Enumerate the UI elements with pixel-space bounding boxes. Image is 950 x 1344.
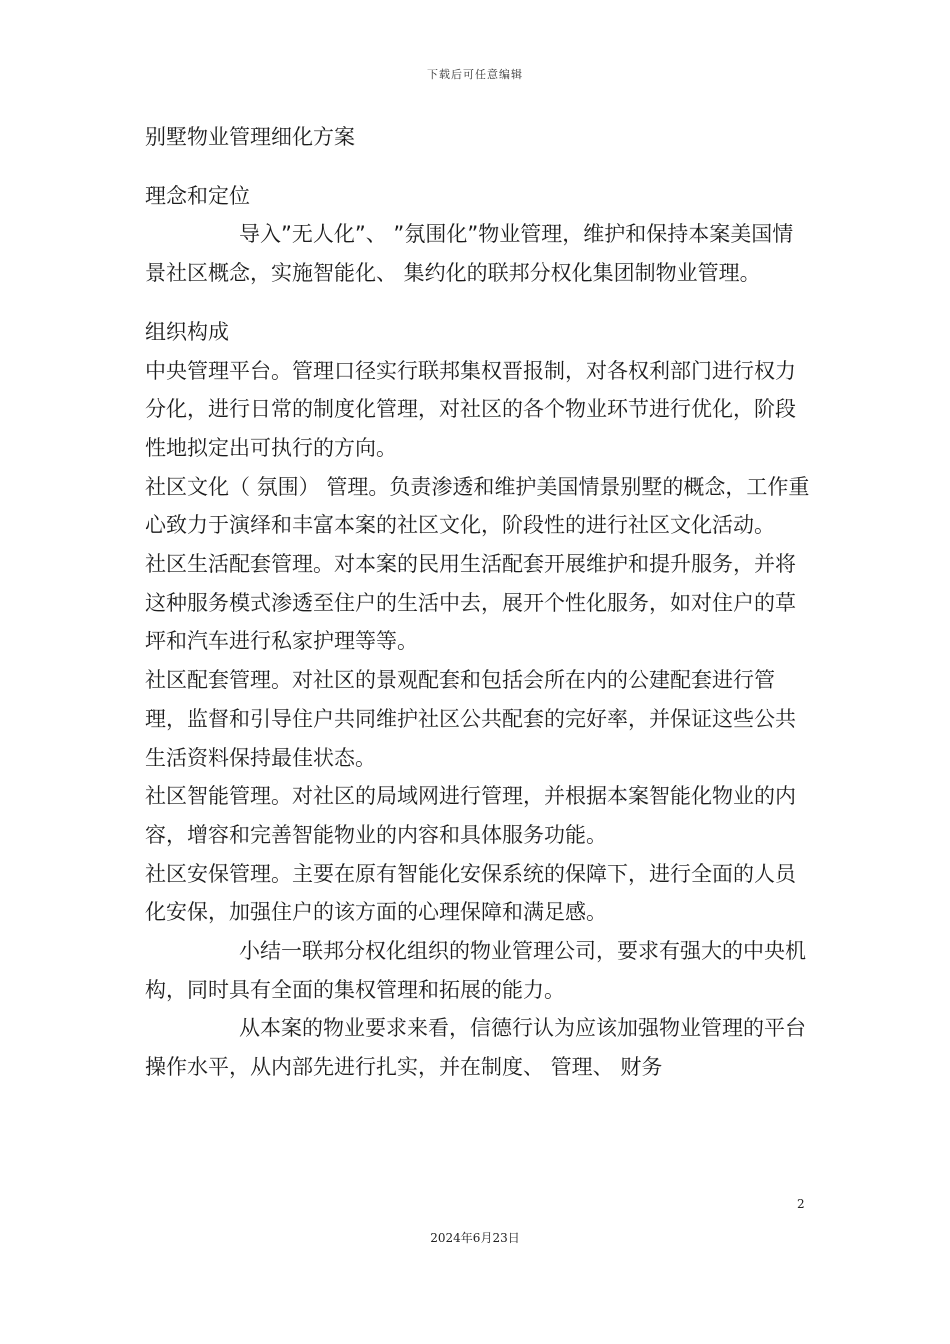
page-header: 下载后可任意编辑 xyxy=(427,68,523,81)
org-paragraph-security: 社区安保管理。主要在原有智能化安保系统的保障下，进行全面的人员化安保，加强住户的该方面的心理保障和满足感。 xyxy=(145,861,796,925)
org-paragraph-central: 中央管理平台。管理口径实行联邦集权晋报制，对各权利部门进行权力分化，进行日常的制度化管理，对社区的各个物业环节进行优化，阶段性地拟定出可执行的方向。 xyxy=(145,358,796,460)
org-paragraph-smart: 社区智能管理。对社区的局域网进行管理，并根据本案智能化物业的内容，增容和完善智能物业的内容和具体服务功能。 xyxy=(145,784,796,847)
concept-paragraph: 导入”无人化”、 ”氛围化”物业管理，维护和保持本案美国情景社区概念，实施智能化、 集约化的联邦分权化集团制物业管理。 xyxy=(145,222,794,286)
org-paragraph-facilities: 社区配套管理。对社区的景观配套和包括会所在内的公建配套进行管理，监督和引导住户共同维护社区公共配套的完好率，并保证这些公共生活资料保持最佳状态。 xyxy=(145,668,796,770)
summary-paragraph: 小结一联邦分权化组织的物业管理公司，要求有强大的中央机构，同时具有全面的集权管理和拓展的能力。 xyxy=(145,939,806,1002)
section-heading-concept: 理念和定位 xyxy=(145,183,250,208)
section-heading-organization: 组织构成 xyxy=(145,319,229,344)
document-body xyxy=(145,118,810,1087)
org-paragraph-living: 社区生活配套管理。对本案的民用生活配套开展维护和提升服务，并将这种服务模式渗透至住户的生活中去，展开个性化服务，如对住户的草坪和汽车进行私家护理等等。 xyxy=(145,552,796,654)
document-title: 别墅物业管理细化方案 xyxy=(145,125,355,149)
page-number: 2 xyxy=(797,1197,805,1211)
org-paragraph-culture: 社区文化（ 氛围） 管理。负责渗透和维护美国情景别墅的概念，工作重心致力于演绎和丰富本案的社区文化，阶段性的进行社区文化活动。 xyxy=(145,474,810,538)
requirements-paragraph: 从本案的物业要求来看，信德行认为应该加强物业管理的平台操作水平，从内部先进行扎实，并在制度、 管理、 财务 xyxy=(145,1016,806,1080)
footer-date: 2024年6月23日 xyxy=(430,1231,520,1245)
